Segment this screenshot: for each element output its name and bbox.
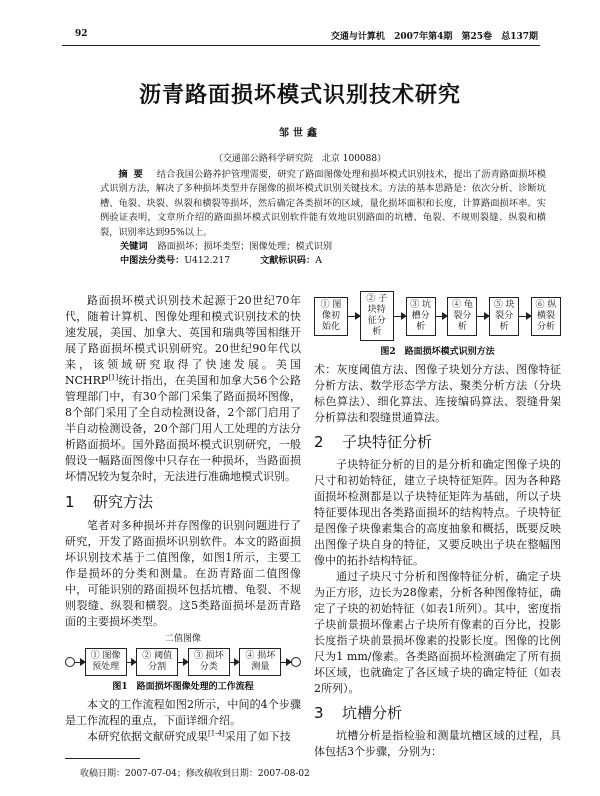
left-column bbox=[65, 293, 301, 745]
arrow bbox=[348, 316, 360, 317]
classification bbox=[100, 254, 546, 268]
section-title: 坑槽分析 bbox=[342, 704, 403, 722]
flow-step: ④ 损坏测量 bbox=[239, 648, 281, 676]
binary-image-label: 二值图像 bbox=[165, 634, 202, 644]
end-node bbox=[291, 657, 301, 667]
flow-step: ③ 损坏分类 bbox=[188, 648, 230, 676]
doc-code-value: A bbox=[315, 255, 322, 267]
flow-step: ④ 龟裂分析 bbox=[447, 297, 477, 336]
paragraph: 通过子块尺寸分析和图像特征分析，确定子块为正方形，边长为28像素，分析各种图像特征，确定了子块的初始特征（如表1所列）。其中，密度指子块前景损坏像素占子块所有像素的百分比，投影长度指子块前景损坏像素的投影长度。图像的比例尺为1 mm/像素。各类路面损坏检测确定了所有损坏区域，也就确定了各区域子块的确定特征（如表2所列）。 bbox=[314, 570, 561, 695]
right-column bbox=[314, 291, 561, 760]
header-rule bbox=[62, 45, 540, 46]
flow-step: ③ 坑槽分析 bbox=[406, 297, 436, 336]
flow-step: ⑥ 纵横裂分析 bbox=[531, 297, 561, 336]
flow-step: ① 图像初始化 bbox=[314, 297, 348, 336]
arrow bbox=[75, 662, 85, 663]
paragraph: 本文的工作流程如图2所示，中间的4个步骤是工作流程的重点，下面详细介绍。 bbox=[65, 698, 301, 727]
section-3-heading bbox=[314, 704, 561, 723]
paper-title: 沥青路面损坏模式识别技术研究 bbox=[138, 82, 461, 108]
arrow bbox=[477, 316, 489, 317]
paragraph: 术：灰度阈值方法、图像子块划分方法、图像特征分析方法、数学形态学方法、聚类分析方法（分块标色算法）、细化算法、连接编码算法、裂缝骨架分析算法和裂缝贯通算法。 bbox=[314, 363, 561, 424]
arrow bbox=[394, 316, 406, 317]
intro-text-cont: 统计指出，在美国和加拿大56个公路管理部门中，有30个部门采集了路面损坏图像，8个部门采用了全自动检测设备，2个部门启用了半自动检测设备，20个部门用人工处理的方法分析路面损坏。国外路面损坏模式识别研究，一般假设一幅路面图像中只存在一种损坏，当路面损坏情况较为复杂时，无法进行准确地模式识别。 bbox=[65, 374, 301, 483]
arrow bbox=[230, 662, 240, 663]
issue: 2007年第4期 bbox=[394, 32, 453, 42]
footnote-rule bbox=[65, 758, 140, 759]
footnote: 收稿日期：2007-07-04；修改稿收到日期：2007-08-02 bbox=[80, 769, 310, 779]
section-number: 1 bbox=[65, 493, 75, 511]
page-number: 92 bbox=[75, 29, 88, 39]
journal-name: 交通与计算机 bbox=[330, 32, 385, 42]
keywords bbox=[100, 240, 546, 254]
front-matter bbox=[100, 168, 546, 269]
paragraph-text: 本研究依据文献研究成果 bbox=[87, 730, 208, 743]
keywords-label: 关键词 bbox=[120, 241, 148, 253]
keywords-text: 路面损坏；损坏类型；图像处理；模式识别 bbox=[157, 241, 333, 253]
section-2-heading bbox=[314, 433, 561, 452]
arrow bbox=[519, 316, 531, 317]
affiliation: （交通部公路科学研究院 北京 100088） bbox=[213, 154, 387, 164]
section-title: 研究方法 bbox=[93, 493, 154, 511]
intro-paragraph bbox=[65, 293, 301, 485]
flow-step: ② 阈值分割 bbox=[136, 648, 178, 676]
running-header bbox=[331, 29, 538, 42]
section-title: 子块特征分析 bbox=[342, 433, 433, 451]
flow-step: ⑤ 块裂分析 bbox=[489, 297, 519, 336]
section-1-heading bbox=[65, 493, 301, 512]
abstract-label: 摘要 bbox=[118, 169, 149, 180]
arrow bbox=[436, 316, 448, 317]
clc-label: 中图法分类号： bbox=[120, 255, 185, 267]
arrow bbox=[127, 662, 137, 663]
citation: [1-4] bbox=[208, 729, 225, 738]
flow-step: ② 子块特征分析 bbox=[360, 291, 394, 341]
volume: 第25卷 bbox=[461, 32, 493, 42]
section-number: 3 bbox=[314, 704, 324, 722]
author: 邹世鑫 bbox=[279, 128, 321, 139]
paragraph bbox=[65, 729, 301, 745]
arrow bbox=[281, 662, 291, 663]
citation: [1] bbox=[108, 373, 119, 382]
figure-1 bbox=[65, 634, 301, 693]
abstract bbox=[100, 168, 546, 240]
total-issue: 总137期 bbox=[501, 32, 538, 42]
abstract-text: 结合我国公路养护管理需要，研究了路面图像处理和损坏模式识别技术，提出了沥青路面损坏模式识别方法，解决了多种损坏类型并存图像的损坏模式识别关键技术。方法的基本思路是：依次分析、诊断坑槽、龟裂、块裂、纵裂和横裂等损坏，然后确定各类损坏的区域，量化损坏面积和长度，计算路面损坏率。实例验证表明，文章所介绍的路面损坏模式识别软件能有效地识别路面的坑槽、龟裂、不规则裂缝、纵裂和横裂，识别率达到95%以上。 bbox=[100, 169, 546, 238]
paragraph: 坑槽分析是指检验和测量坑槽区域的过程，具体包括3个步骤，分别为： bbox=[314, 729, 561, 758]
figure-2-caption: 图2 路面损坏模式识别方法 bbox=[380, 347, 495, 357]
figure-1-flow bbox=[65, 648, 301, 676]
paragraph: 子块特征分析的目的是分析和确定图像子块的尺寸和初始特征，建立子块特征矩阵。因为各种路面损坏检测都是以子块特征矩阵为基础，所以子块特征要体现出各类路面损坏的结构特点。子块特征是图像子块像素集合的高度抽象和概括，既要反映出图像子块自身的特征，又要反映出子块在整幅图像中的拓扑结构特征。 bbox=[314, 458, 561, 567]
doc-code-label: 文献标识码： bbox=[260, 255, 316, 267]
figure-1-caption: 图1 路面损坏图像处理的工作流程 bbox=[112, 682, 254, 692]
section-number: 2 bbox=[314, 433, 324, 451]
figure-2 bbox=[314, 291, 561, 358]
figure-2-flow bbox=[314, 291, 561, 341]
paragraph-text-cont: 采用了如下技 bbox=[224, 730, 291, 743]
arrow bbox=[178, 662, 188, 663]
start-node bbox=[65, 657, 75, 667]
clc-value: U412.217 bbox=[184, 255, 231, 267]
flow-step: ① 图像预处理 bbox=[85, 648, 127, 676]
intro-text: 路面损坏模式识别技术起源于20世纪70年代，随着计算机、图像处理和模式识别技术的快速发展，美国、加拿大、英国和瑞典等国相继开展了路面损坏模式识别研究。20世纪90年代以来，该领域研究取得了快速发展。美国NCHRP bbox=[65, 294, 301, 387]
section-1-paragraph: 笔者对多种损坏并存图像的识别问题进行了研究，开发了路面损坏识别软件。本文的路面损坏识别技术基于二值图像，如图1所示，主要工作是损坏的分类和测量。在沥青路面二值图像中，可能识别的路面损坏包括坑槽、龟裂、不规则裂缝、纵裂和横裂。这5类路面损坏是沥青路面的主要损坏类型。 bbox=[65, 519, 301, 628]
